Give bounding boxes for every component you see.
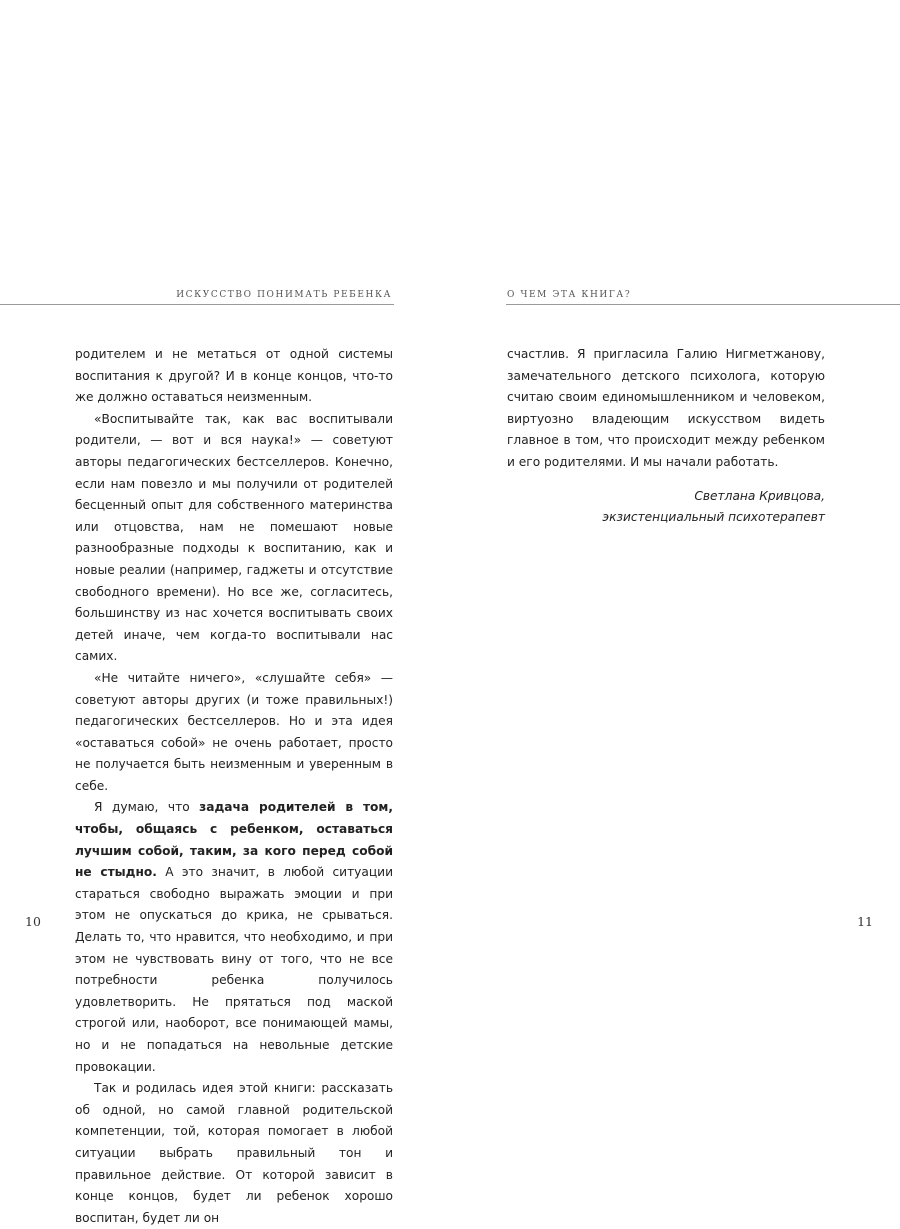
left-header-rule [0,304,394,305]
left-running-head: ИСКУССТВО ПОНИМАТЬ РЕБЕНКА [176,290,392,300]
paragraph-4-rest: А это значит, в любой ситуации стараться свободно выражать эмоции и при этом не опускаться до крика, не срываться. Делать то, что нравится, что необходимо, и при этом не чувствовать вину от того, что не все потребности ребенка получилось удовлетворить. Не прятаться под маской строгой или, наоборот, все понимающей мамы, но и не попадаться на невольные детские провокации. [75,865,393,1074]
right-page-number: 11 [857,914,873,929]
left-paragraph-2: «Воспитывайте так, как вас воспитывали родители, — вот и вся наука!» — советуют авторы педагогических бестселлеров. Конечно, если нам повезло и мы получили от родителей бесценный опыт для собственного материнства или отцовства, нам не помешают новые разнообразные подходы к воспитанию, как и новые реалии (например, гаджеты и отсутствие свободного времени). Но все же, согласитесь, большинству из нас хочется воспитывать своих детей иначе, чем когда-то воспитывали нас самих. [75,411,393,664]
left-paragraph-1: родителем и не метаться от одной системы воспитания к другой? И в конце концов, что-то же должно оставаться неизменным. [75,347,393,405]
right-paragraph-1: счастлив. Я пригласила Галию Нигметжанову, замечательного детского психолога, которую считаю своим единомышленником и человеком, виртуозно владеющим искусством видеть главное в том, что происходит между ребенком и его родителями. И мы начали работать. [507,347,825,469]
signature-title: экзистенциальный психотерапевт [602,510,825,525]
left-paragraph-3: «Не читайте ничего», «слушайте себя» — советуют авторы других (и тоже правильных!) педагогических бестселлеров. Но и эта идея «оставаться собой» не очень работает, просто не получается быть неизменным и уверенным в себе. [75,670,393,793]
left-page-number: 10 [25,914,41,929]
left-page-body [75,344,393,1229]
paragraph-4-lead: Я думаю, что [94,800,200,815]
right-header-rule [506,304,900,305]
right-running-head: О ЧЕМ ЭТА КНИГА? [507,290,632,300]
paragraph-4-emphasis: задача родителей в том, чтобы, общаясь с ребенком, оставаться лучшим собой, таким, за кого перед собой не стыдно. [75,800,393,880]
author-signature [507,486,825,529]
left-paragraph-5: Так и родилась идея этой книги: рассказать об одной, но самой главной родительской компетенции, той, которая помогает в любой ситуации выбрать правильный тон и правильное действие. От которой зависит в конце концов, будет ли ребенок хорошо воспитан, будет ли он [75,1081,393,1225]
right-page-body [507,344,825,529]
signature-name: Светлана Кривцова, [694,488,825,503]
left-paragraph-4 [75,797,393,1078]
